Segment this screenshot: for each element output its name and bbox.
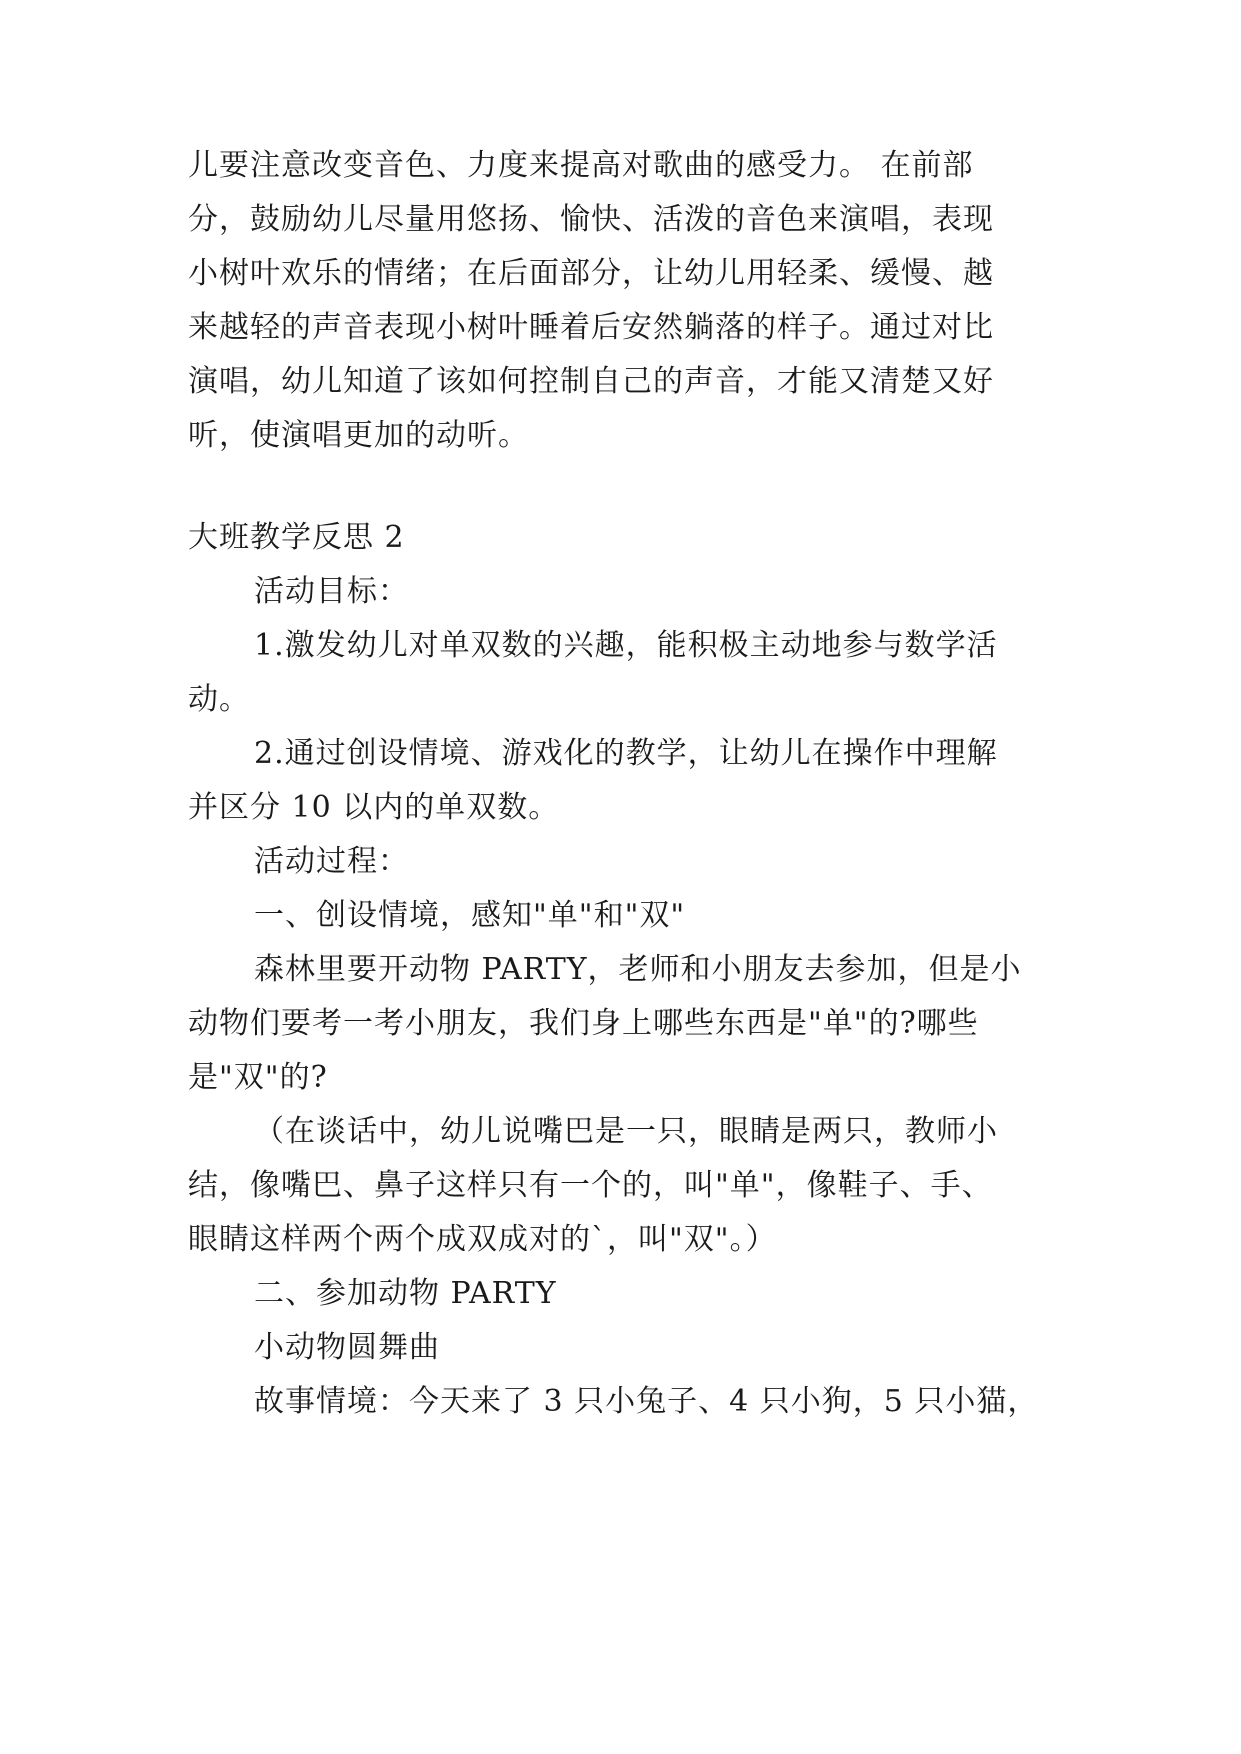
paragraph-line: 动物们要考一考小朋友，我们身上哪些东西是"单"的?哪些 bbox=[188, 1006, 979, 1041]
paragraph-line: 故事情境：今天来了 3 只小兔子、4 只小狗，5 只小猫， bbox=[254, 1384, 1039, 1419]
goal-item: 1.激发幼儿对单双数的兴趣，能积极主动地参与数学活 bbox=[254, 628, 998, 663]
subheading-goals: 活动目标： bbox=[254, 574, 409, 609]
paragraph-line: （在谈话中，幼儿说嘴巴是一只，眼睛是两只，教师小 bbox=[254, 1114, 998, 1149]
paragraph-line: 动。 bbox=[188, 682, 250, 717]
paragraph-line: 听，使演唱更加的动听。 bbox=[188, 418, 529, 453]
paragraph-line: 小动物圆舞曲 bbox=[254, 1330, 440, 1365]
subheading-process: 活动过程： bbox=[254, 844, 409, 879]
step-heading: 二、参加动物 PARTY bbox=[254, 1276, 557, 1311]
paragraph-line: 眼睛这样两个两个成双成对的`，叫"双"。） bbox=[188, 1222, 777, 1257]
paragraph-line: 并区分 10 以内的单双数。 bbox=[188, 790, 560, 825]
paragraph-line: 森林里要开动物 PARTY，老师和小朋友去参加，但是小 bbox=[254, 952, 1022, 987]
paragraph-line: 来越轻的声音表现小树叶睡着后安然躺落的样子。通过对比 bbox=[188, 310, 994, 345]
step-heading: 一、创设情境，感知"单"和"双" bbox=[254, 898, 686, 933]
paragraph-line: 分，鼓励幼儿尽量用悠扬、愉快、活泼的音色来演唱，表现 bbox=[188, 202, 994, 237]
paragraph-line: 结，像嘴巴、鼻子这样只有一个的，叫"单"，像鞋子、手、 bbox=[188, 1168, 993, 1203]
paragraph-line: 儿要注意改变音色、力度来提高对歌曲的感受力。 在前部 bbox=[188, 148, 974, 183]
paragraph-line: 是"双"的? bbox=[188, 1060, 328, 1095]
paragraph-line: 演唱，幼儿知道了该如何控制自己的声音，才能又清楚又好 bbox=[188, 364, 994, 399]
goal-item: 2.通过创设情境、游戏化的教学，让幼儿在操作中理解 bbox=[254, 736, 998, 771]
section-heading: 大班教学反思 2 bbox=[188, 520, 405, 555]
paragraph-line: 小树叶欢乐的情绪；在后面部分，让幼儿用轻柔、缓慢、越 bbox=[188, 256, 994, 291]
